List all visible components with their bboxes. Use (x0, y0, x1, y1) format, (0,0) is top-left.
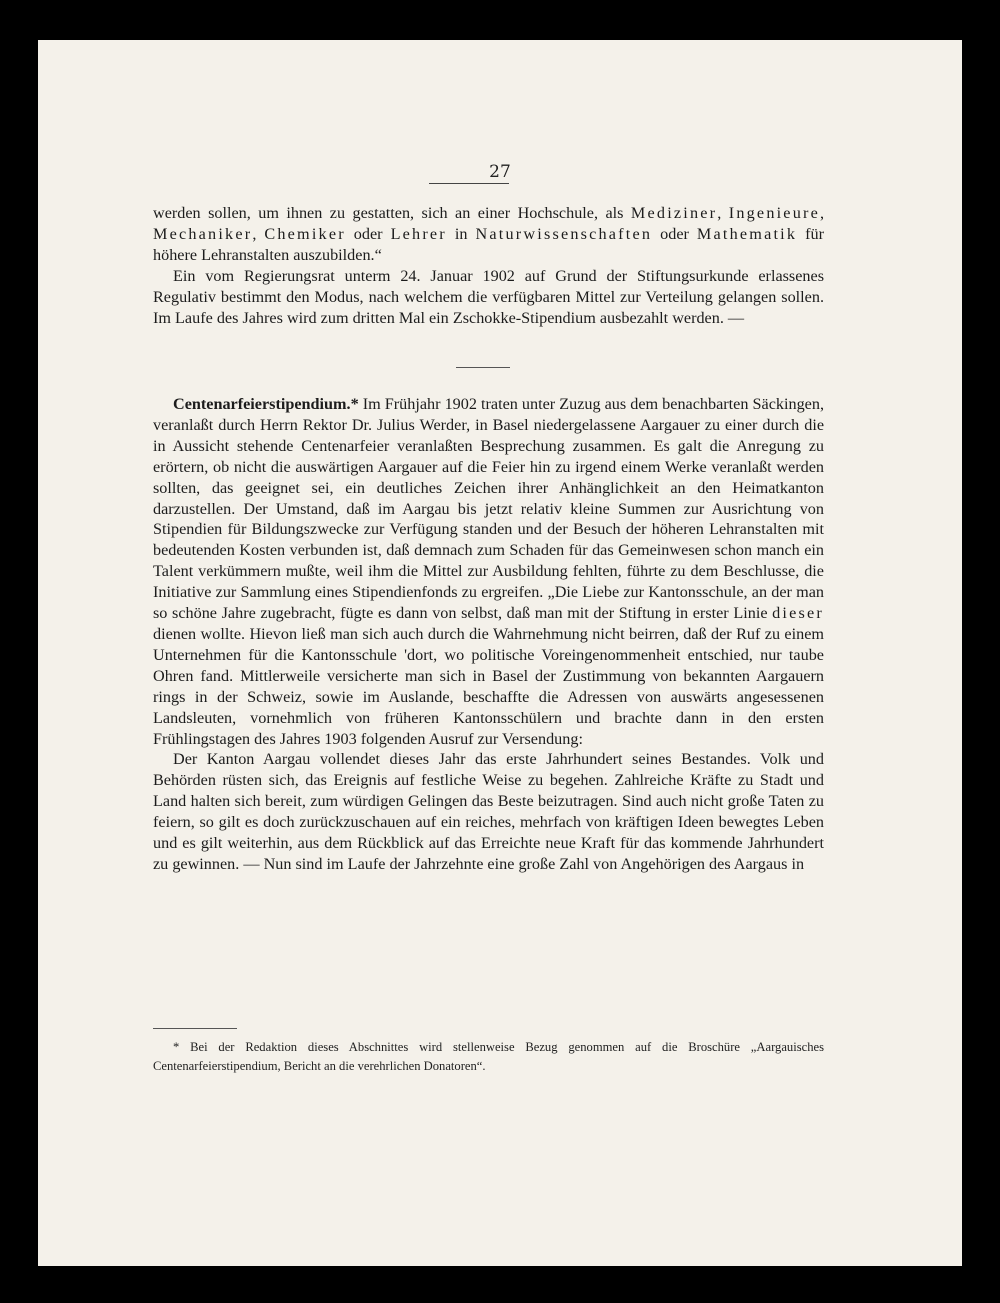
intro-text-run: , (819, 204, 825, 222)
footnote-divider (153, 1028, 237, 1029)
spaced-word-mediziner: Mediziner (630, 204, 718, 222)
intro-text-run: oder (652, 224, 697, 243)
footnote-text: * Bei der Redaktion dieses Abschnittes wird stellenweise Bezug genommen auf die Broschüre „Aargauisches Centenarfeierstipendium, Bericht an die verehrlichen Donatoren“. (153, 1040, 824, 1073)
footnote (153, 1038, 824, 1076)
section-paragraph-2: Der Kanton Aargau vollendet dieses Jahr das erste Jahrhundert seines Bestandes. Volk und Behörden rüsten sich, das Ereignis auf festliche Weise zu begehen. Zahlreiche Kräfte zu Stadt und Land halten sich bereit, zum würdigen Gelingen das Beste beizutragen. Sind auch nicht große Taten zu feiern, so gilt es doch zurückzuschauen auf ein reiches, mehrfach von kräftigen Ideen bewegtes Leben und es gilt weiterhin, aus dem Rückblick auf das Erreichte neue Kraft für das kommende Jahrhundert zu gewinnen. — Nun sind im Laufe der Jahrzehnte eine große Zahl von Angehörigen des Aargaus in (153, 750, 824, 873)
page-number-rule (429, 183, 509, 184)
spaced-word-mechaniker: Mechaniker (153, 224, 253, 243)
section-paragraph-1 (153, 394, 824, 749)
page-number: 27 (489, 162, 511, 182)
intro-text-run: , (252, 224, 265, 243)
document-page (38, 40, 962, 1266)
intro-text-run: für höhere Lehranstalten auszubilden.“ (153, 224, 825, 264)
intro-text-run: , (717, 204, 729, 222)
section-divider (456, 367, 510, 368)
intro-text-run: werden sollen, um ihnen zu gestatten, sich an einer Hochschule, als (153, 204, 631, 222)
intro-paragraph-2: Ein vom Regierungsrat unterm 24. Januar 1902 auf Grund der Stiftungsurkunde erlassenes Regulativ bestimmt den Modus, nach welchem die verfügbaren Mittel zur Verteilung gelangen sollen. Im Laufe des Jahres wird zum dritten Mal ein Zschokke-Stipendium ausbezahlt werden. — (153, 266, 824, 327)
spaced-word-lehrer: Lehrer (390, 224, 447, 243)
section-heading: Centenarfeierstipendium.* (173, 395, 359, 413)
intro-text (153, 203, 824, 328)
intro-text-run: in (446, 224, 476, 243)
spaced-word-dieser: dieser (772, 604, 824, 623)
intro-paragraph-1 (153, 203, 824, 266)
spaced-word-naturwissenschaften: Naturwissenschaften (475, 224, 653, 243)
spaced-word-mathematik: Mathematik (696, 224, 798, 243)
intro-text-run: oder (345, 224, 391, 243)
spaced-word-chemiker: Chemiker (264, 224, 346, 243)
section-text-run: Im Frühjahr 1902 traten unter Zuzug aus dem benachbarten Säckingen, veranlaßt durch Herrn Rektor Dr. Julius Werder, in Basel niedergelassene Aargauer zu einer durch die in Aussicht stehende Centenarfeier veranlaßten Besprechung zusammen. Es galt die Anregung zu erörtern, ob nicht die auswärtigen Aargauer auf die Feier hin zu irgend einem Werke veranlaßt werden sollten, das geeignet sei, ein deutliches Zeichen ihrer Anhänglichkeit an den Heimatkanton darzustellen. Der Umstand, daß im Aargau bis jetzt relativ kleine Summen zur Ausrichtung von Stipendien für Bildungszwecke zur Verfügung standen und der Besuch der höheren Lehranstalten mit bedeutenden Kosten verbunden ist, daß demnach zum Schaden für das Gemeinwesen schon manch ein Talent verkümmern mußte, weil ihm die Mittel zur Ausbildung fehlten, führte zu dem Beschlusse, die Initiative zur Sammlung eines Stipendienfonds zu ergreifen. „Die Liebe zur Kantonsschule, an der man so schöne Jahre zugebracht, fügte es dann von selbst, daß man mit der Stiftung in erster Linie (153, 395, 824, 623)
section-text (153, 394, 824, 875)
spaced-word-ingenieure: Ingenieure (728, 204, 820, 222)
section-text-run: dienen wollte. Hievon ließ man sich auch durch die Wahrnehmung nicht beirren, daß der Ruf zu einem Unternehmen für die Kantonsschule 'dort, wo politische Voreingenommenheit entschied, nur taube Ohren fand. Mittlerweile versicherte man sich in Basel der Zustimmung von bekannten Aargauern rings in der Schweiz, sowie im Auslande, beschaffte die Adressen von auswärts angesessenen Landsleuten, vornehmlich von früheren Kantonsschülern und brachte dann in den ersten Frühlingstagen des Jahres 1903 folgenden Ausruf zur Versendung: (153, 624, 824, 748)
